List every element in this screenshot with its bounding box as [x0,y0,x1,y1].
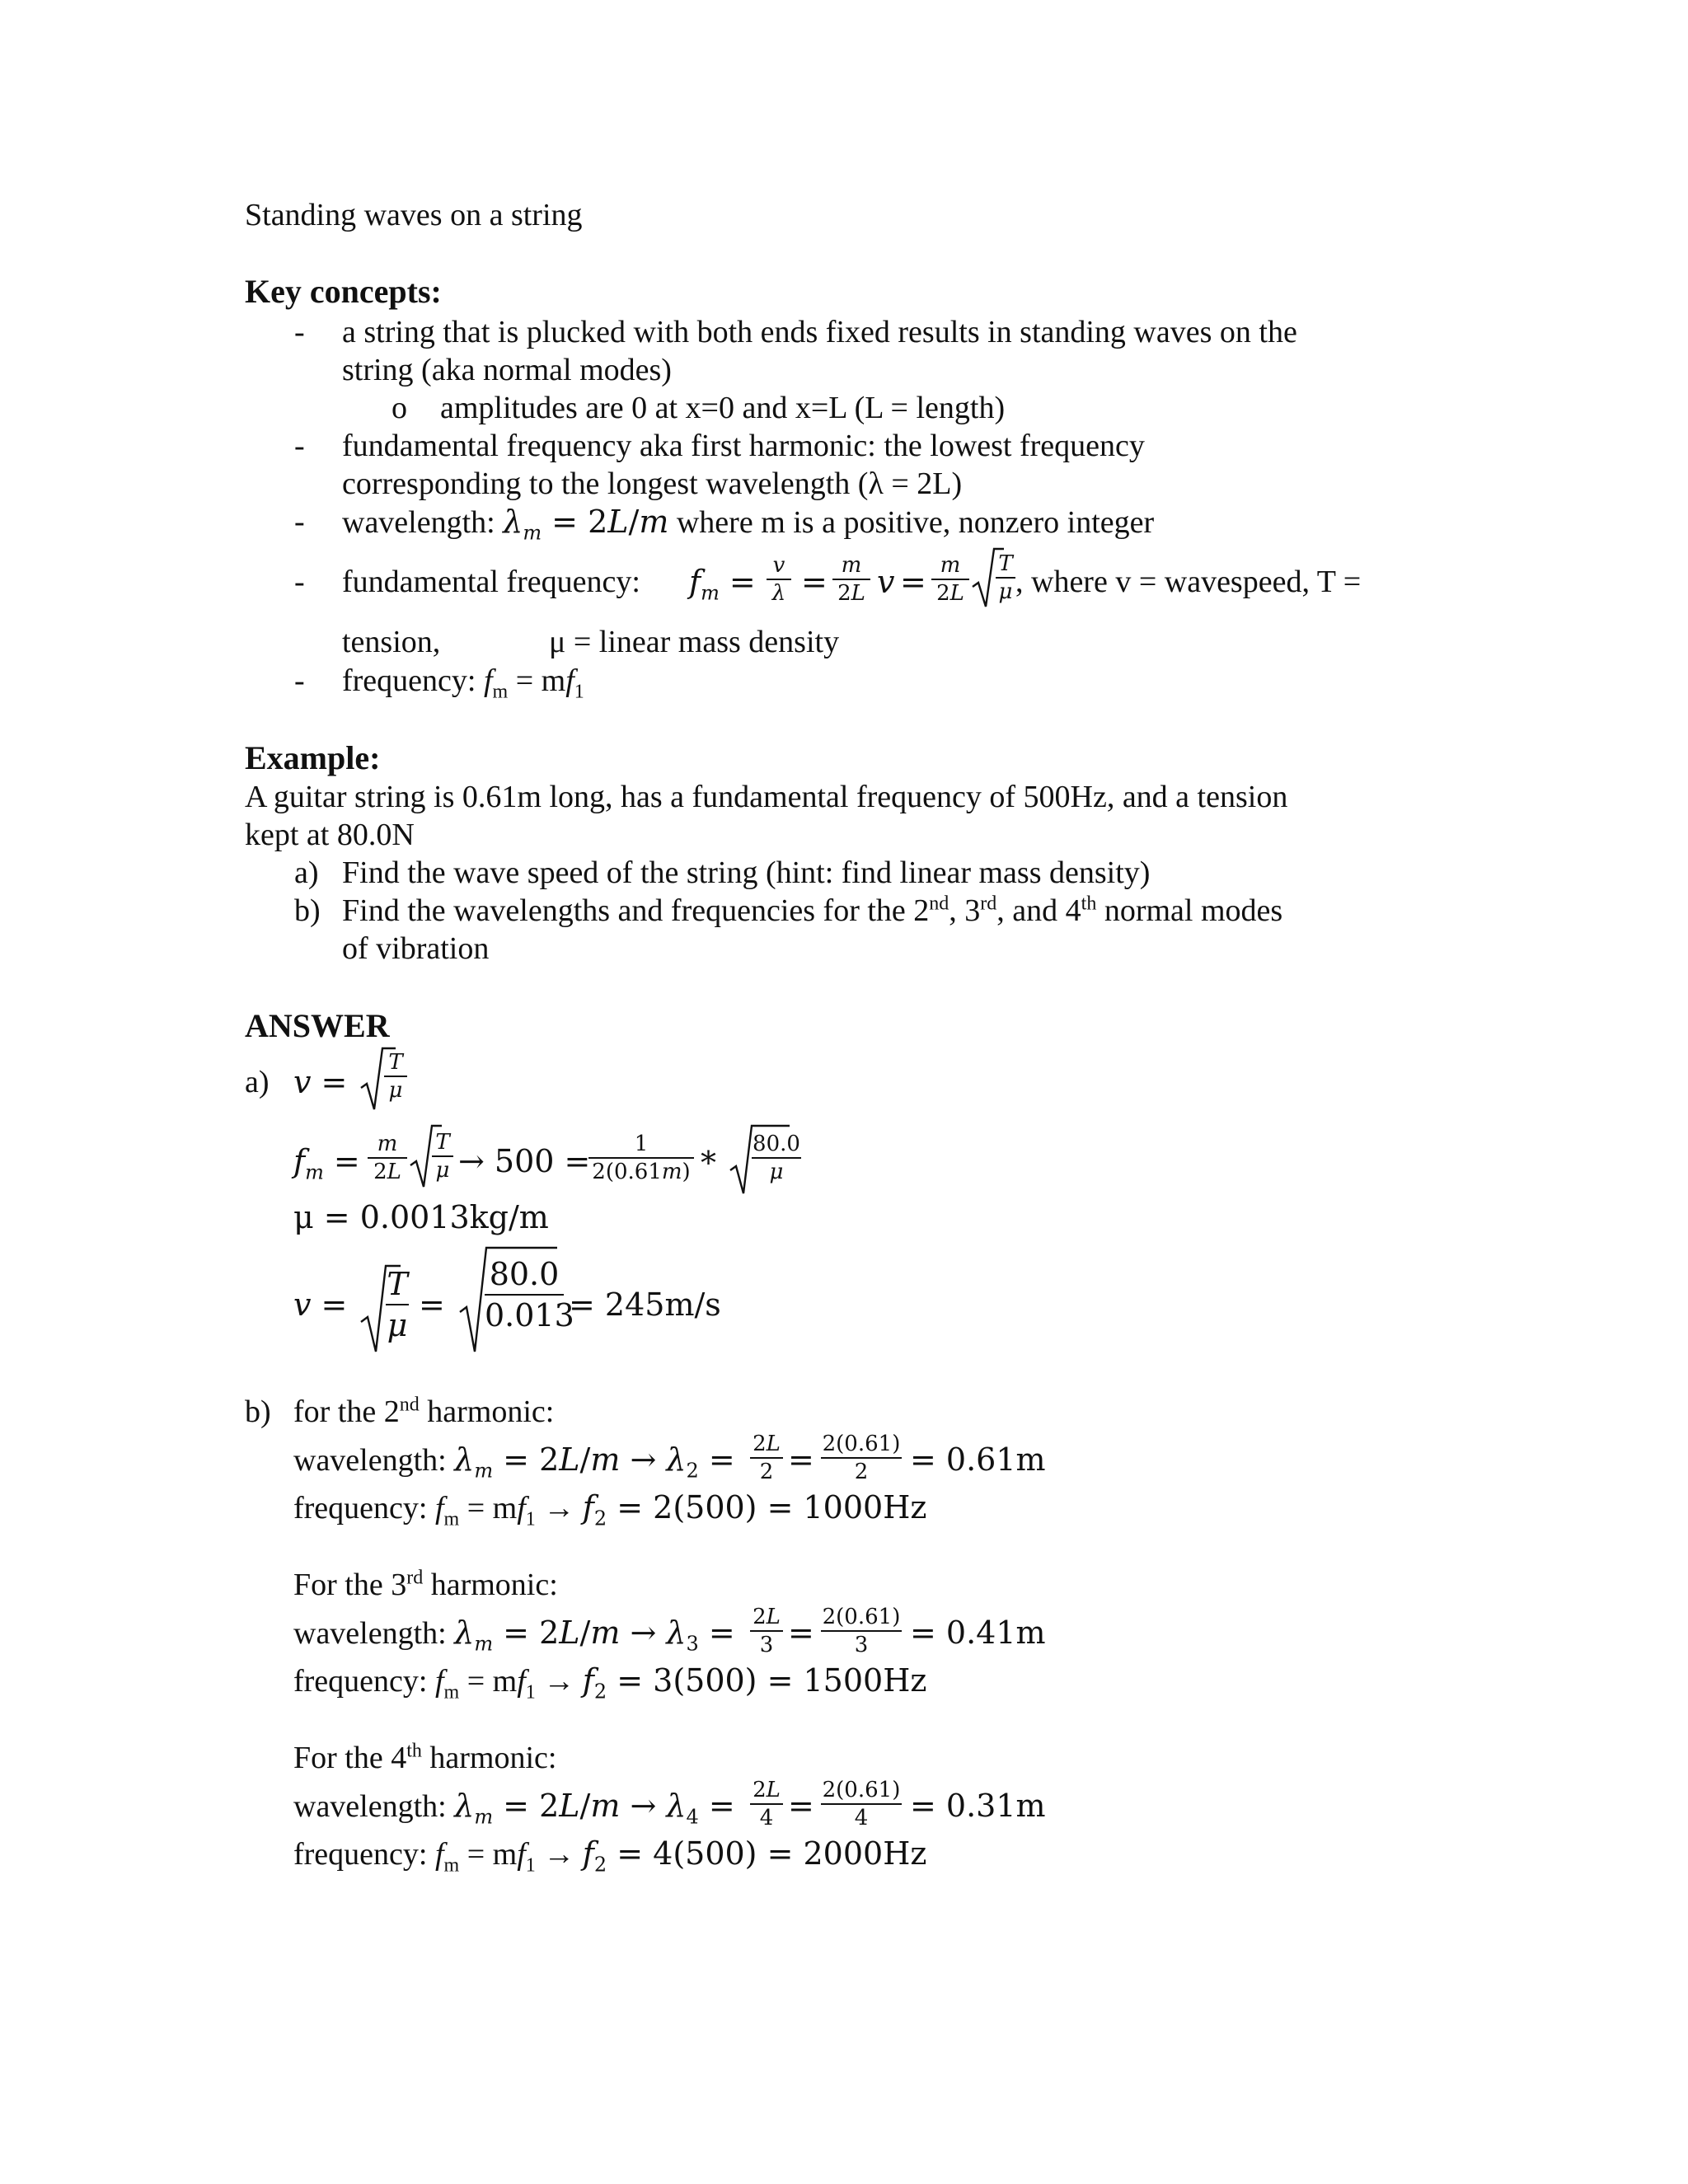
question-a-text: Find the wave speed of the string (hint: find linear mass density) [342,855,1151,890]
concept-2-line-1: fundamental frequency aka first harmonic: the lowest frequency [342,429,1145,463]
bullet-marker: - [294,565,305,599]
harmonic-2-wavelength-result: = 0.61m [910,1441,1046,1478]
concept-3 [342,503,1155,545]
equals-sign: = [788,1615,814,1651]
concept-2-line-2: corresponding to the longest wavelength (λ = 2L) [342,466,963,501]
fraction-2L-over-3: 2L 3 [750,1605,783,1657]
concept-1-line-1: a string that is plucked with both ends fixed results in standing waves on the [342,315,1297,349]
concept-4-label: fundamental frequency: [342,565,640,599]
fraction-2L-over-2: 2L 2 [750,1432,783,1483]
question-a-marker: a) [294,855,319,890]
harmonic-2-wavelength: wavelength: $\lambda_m = 2L/m \to \lambda_2$ = [293,1441,735,1483]
question-b-marker: b) [294,893,321,928]
equals-sign: = [801,564,828,600]
concept-4-fm: $f_m$ = [689,564,756,605]
fraction-2L-over-4: 2L 4 [750,1779,783,1830]
harmonic-3-frequency: frequency: $f_m = mf_1 \to f_2 = 3(500) = 1500Hz$ [293,1662,927,1704]
harmonic-3-wavelength: wavelength: $\lambda_m = 2L/m \to \lambda_3$ = [293,1615,735,1656]
fraction-T-over-mu: T μ [384,1051,407,1102]
equals-sign: = [900,564,926,600]
answer-heading: ANSWER [245,1007,390,1044]
v-equals: v = [293,1064,348,1100]
fraction-m-over-2L: m 2L [931,554,969,605]
key-concepts-heading: Key concepts: [245,273,442,310]
fraction-T-over-mu: T μ [432,1131,453,1182]
bullet-marker: - [294,504,305,539]
concept-5 [342,662,584,703]
v-equals: v = [293,1286,348,1323]
bullet-marker: - [294,429,305,463]
harmonic-4-frequency: frequency: $f_m = mf_1 \to f_2 = 4(500) = 2000Hz$ [293,1835,927,1877]
fraction-T-over-mu: T μ [996,552,1015,603]
answer-b-marker: b) [245,1394,271,1429]
concept-1-line-2: string (aka normal modes) [342,353,672,387]
example-line-1: A guitar string is 0.61m long, has a fundamental frequency of 500Hz, and a tension [245,780,1288,814]
bullet-marker: - [294,315,305,349]
harmonic-2-frequency: frequency: $f_m = mf_1 \to f_2 = 2(500) = 1000Hz$ [293,1489,927,1530]
wave-speed-result: = 245m/s [569,1286,721,1323]
equals-sign: = [419,1286,445,1323]
harmonic-frequency-formula: $f_m = mf_1$ [483,663,584,703]
harmonic-4-wavelength: wavelength: $\lambda_m = 2L/m \to \lambda_4$ = [293,1788,735,1829]
wave-speed-symbol: v [877,564,895,600]
fraction-2-061-over-2: 2(0.61) 2 [822,1432,901,1484]
concept-3-rest: where m is a positive, nonzero integer [676,505,1155,540]
fraction-80-over-0013: 80.0 0.013 [485,1256,574,1333]
question-b-line-2: of vibration [342,931,490,966]
equals-sign: = [788,1788,814,1824]
harmonic-2-intro: for the 2nd harmonic: [293,1394,555,1429]
harmonic-4-intro: For the 4th harmonic: [293,1740,557,1775]
bullet-marker: - [294,663,305,698]
fm-equals: $f_m$ = [293,1143,360,1184]
linear-mass-density-result: μ = 0.0013kg/m [293,1199,549,1235]
fraction-m-over-2L: m 2L [368,1132,407,1183]
question-b-text: Find the wavelengths and frequencies for the 2nd, 3rd, and 4th normal modes [342,893,1283,928]
fraction-2-061-over-3: 2(0.61) 3 [822,1605,901,1657]
fraction-2-061-over-4: 2(0.61) 4 [822,1778,901,1830]
arrow-500-equals: → 500 = [458,1143,591,1179]
concept-3-label: wavelength: [342,505,495,540]
document-title: Standing waves on a string [245,198,583,232]
harmonic-3-wavelength-result: = 0.41m [910,1615,1046,1651]
wavelength-formula: $\lambda_m = 2L/m$ [503,504,669,545]
equals-sign: = [788,1441,814,1478]
fraction-1-over-2L-value: 1 2(0.61m) [588,1132,694,1183]
example-line-2: kept at 80.0N [245,818,415,852]
fraction-80-over-mu: 80.0 μ [753,1132,800,1184]
fraction-T-over-mu: T μ [387,1266,408,1343]
concept-1-sub: amplitudes are 0 at x=0 and x=L (L = length) [440,391,1006,425]
fraction-v-over-lambda: v λ [767,554,791,605]
concept-4-rest: , where v = wavespeed, T = [1015,565,1362,599]
fraction-m-over-2L: m 2L [832,554,870,605]
concept-4-tension: tension, [342,625,441,659]
example-heading: Example: [245,739,381,776]
multiply-sign: * [701,1145,716,1181]
harmonic-3-intro: For the 3rd harmonic: [293,1567,558,1602]
answer-a-marker: a) [245,1065,270,1099]
sub-bullet-marker: o [392,391,407,425]
harmonic-4-wavelength-result: = 0.31m [910,1788,1046,1824]
concept-5-label: frequency: [342,663,476,698]
concept-4-mu: μ = linear mass density [549,625,840,659]
